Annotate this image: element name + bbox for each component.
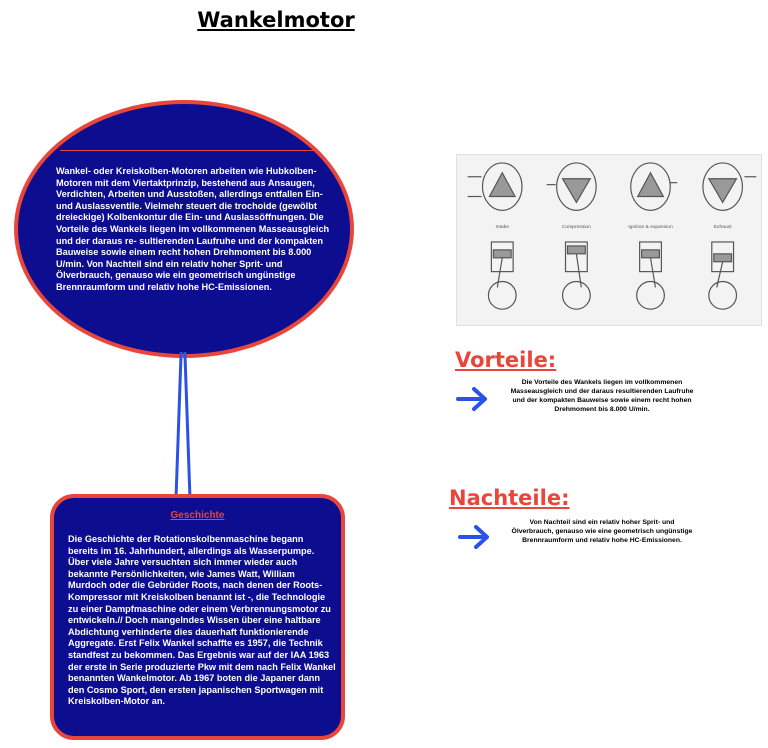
history-text: Die Geschichte der Rotationskolbenmaschine begann bereits im 16. Jahrhundert, allerdings als Wasserpumpe. Über viele Jahre versuchten sich immer wieder auch bekannte Persönlichkeiten, wie James Watt, William Murdoch oder die Gebrüder Roots, nach denen der Roots- Kompressor mit Kreiskolben benannt ist -, die Technologie zu einer Dampfmaschine oder einem Verbrennungsmotor zu entwickeln.// Doch mangelndes Wissen über eine haltbare Abdichtung verhinderte dies dauerhaft funktionierende Aggregate. Erst Felix Wankel schaffte es 1957, die Technik standfest zu bekommen. Das Ergebnis war auf der IAA 1963 der erste in Serie produzierte Pkw mit dem nach Felix Wankel benannten Wankelmotor. Ab 1967 boten die Japaner dann den Cosmo Sport, den ersten japanischen Sportwagen mit Kreiskolben-Motor an. [68,534,336,707]
engine-cycle-image [456,154,762,326]
rotary-stage-compression [547,163,596,210]
ellipse-divider [60,150,318,151]
arrow-right-icon [458,524,492,550]
rotary-stage-ignition [631,163,677,210]
rotary-stage-exhaust [703,163,756,210]
advantages-text: Die Vorteile des Wankels liegen im vollkommenen Masseausgleich und der daraus resultierenden Laufruhe und der kompakten Bauweise sowie einem recht hohen Drehmoment bis 8.000 U/min. [510,379,694,413]
arrow-right-icon [456,386,490,412]
piston-stage-3 [637,242,665,309]
advantages-heading: Vorteile: [455,348,557,372]
page-title: Wankelmotor [197,8,355,32]
summary-text: Wankel- oder Kreiskolben-Motoren arbeiten wie Hubkolben-Motoren mit dem Viertaktprinzip, bestehend aus Ansaugen, Verdichten, Arbeiten und Ausstoßen, allerdings entfallen Ein- und Auslassventile. Vielmehr steuert die trochoide (gewölbt dreieckige) Kolbenkontur die Ein- und Auslassöffnungen. Die Vorteile des Wankels liegen im vollkommenen Masseausgleich und der daraus re- sultierenden Laufruhe und der kompakten Bauweise sowie einem recht hohen Drehmoment bis 8.000 U/min. Von Nachteil sind ein relativ hoher Sprit- und Ölverbrauch, genauso wie ein geometrisch ungünstige Brennraumform und relativ hohe HC-Emissionen. [56,166,330,292]
stage-label-4: Exhaust [713,225,732,231]
rotary-stage-intake [468,163,522,210]
piston-stage-4 [709,242,737,309]
piston-stage-2 [563,242,591,309]
disadvantages-text: Von Nachteil sind ein relativ hoher Sprit- und Ölverbrauch, genauso wie eine geometrisch ungünstige Brennraumform und relativ hohe HC-Emissionen. [511,519,693,544]
piston-stage-1 [488,242,516,309]
stage-label-3: Ignition & expansion [628,225,673,231]
disadvantages-heading: Nachteile: [449,486,570,510]
history-heading: Geschichte [170,510,225,521]
stage-label-1: Intake [495,225,509,231]
stage-label-2: Compression [561,225,591,231]
connector-line-right [183,352,191,502]
connector-line-left [174,352,182,502]
